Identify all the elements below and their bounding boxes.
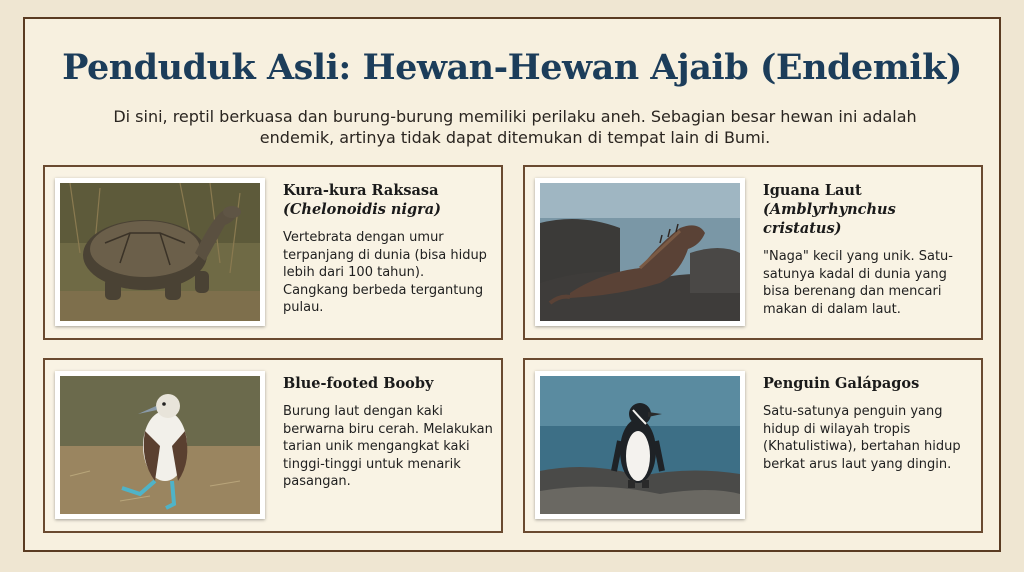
animal-name: Iguana Laut bbox=[763, 182, 862, 199]
page-title: Penduduk Asli: Hewan-Hewan Ajaib (Endemik) bbox=[62, 47, 962, 88]
animal-description: Vertebrata dengan umur terpanjang di dunia (bisa hidup lebih dari 100 tahun). Cangkang berbeda tergantung pulau. bbox=[283, 230, 487, 315]
card-blue-footed-booby bbox=[43, 358, 503, 533]
slide bbox=[23, 17, 1001, 552]
animal-description: Burung laut dengan kaki berwarna biru cerah. Melakukan tarian unik mengangkat kaki tinggi-tinggi untuk menarik pasangan. bbox=[283, 404, 493, 489]
card-galapagos-penguin bbox=[523, 358, 983, 533]
card-giant-tortoise bbox=[43, 165, 503, 340]
card-text bbox=[283, 181, 493, 317]
animal-name: Kura-kura Raksasa bbox=[283, 182, 439, 199]
blue-footed-booby-photo bbox=[55, 371, 265, 519]
scientific-name: (Chelonoidis nigra) bbox=[283, 201, 442, 218]
page-subtitle: Di sini, reptil berkuasa dan burung-burung memiliki perilaku aneh. Sebagian besar hewan ini adalah endemik, artinya tidak dapat ditemukan di tempat lain di Bumi. bbox=[113, 107, 917, 147]
animal-description: Satu-satunya penguin yang hidup di wilayah tropis (Khatulistiwa), bertahan hidup berkat arus laut yang dingin. bbox=[763, 404, 961, 472]
animal-description: "Naga" kecil yang unik. Satu-satunya kadal di dunia yang bisa berenang dan mencari makan di dalam laut. bbox=[763, 249, 953, 317]
scientific-name: (Amblyrhynchus cristatus) bbox=[763, 201, 896, 237]
animal-name: Blue-footed Booby bbox=[283, 375, 434, 392]
card-text bbox=[763, 374, 973, 473]
card-text bbox=[283, 374, 493, 491]
galapagos-penguin-photo bbox=[535, 371, 745, 519]
marine-iguana-photo bbox=[535, 178, 745, 326]
giant-tortoise-photo bbox=[55, 178, 265, 326]
card-text bbox=[763, 181, 973, 318]
animal-name: Penguin Galápagos bbox=[763, 375, 920, 392]
card-marine-iguana bbox=[523, 165, 983, 340]
